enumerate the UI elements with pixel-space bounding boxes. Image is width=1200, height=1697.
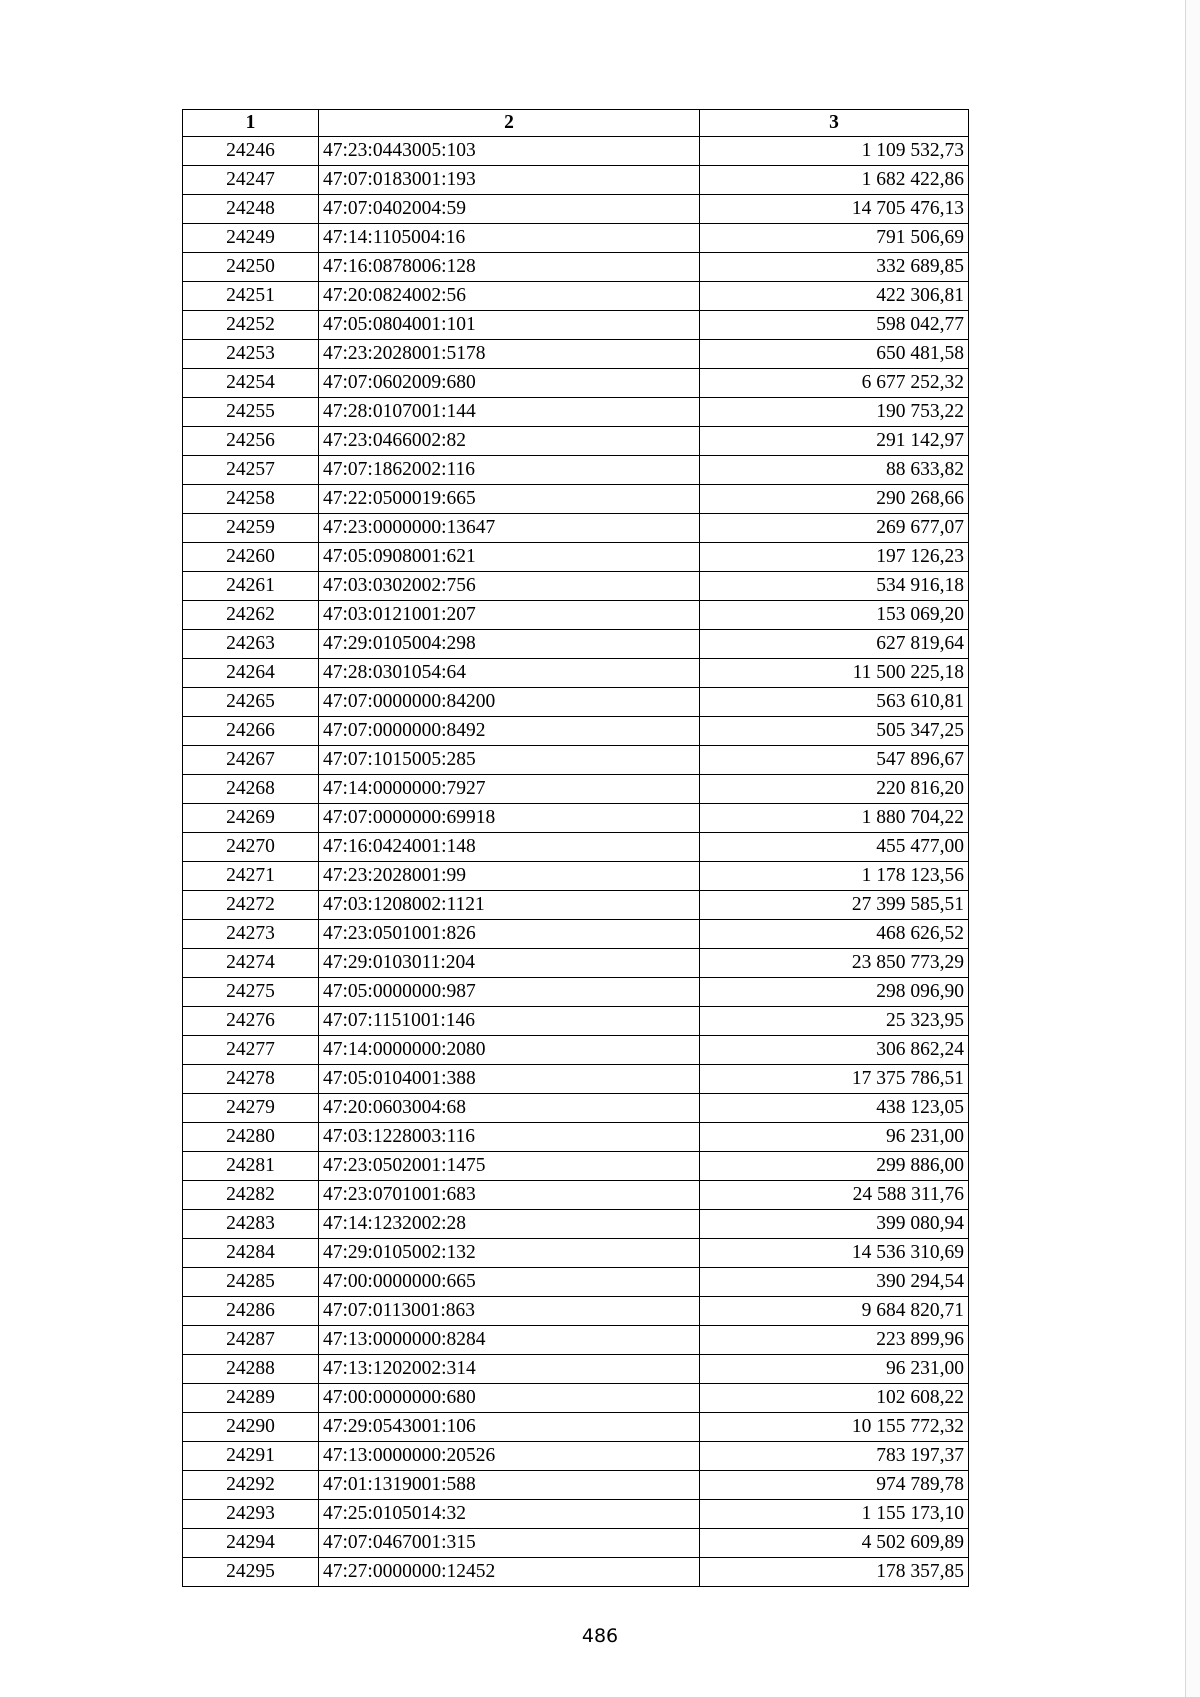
table-row [183,137,969,166]
cell-row-number: 24290 [183,1413,319,1442]
table-row [183,630,969,659]
table-row [183,1442,969,1471]
cell-amount: 1 155 173,10 [700,1500,969,1529]
cell-cadastral-number: 47:29:0103011:204 [319,949,700,978]
cell-cadastral-number: 47:07:0000000:69918 [319,804,700,833]
cell-cadastral-number: 47:29:0543001:106 [319,1413,700,1442]
cell-row-number: 24268 [183,775,319,804]
table-row [183,891,969,920]
cell-amount: 455 477,00 [700,833,969,862]
table-row [183,1471,969,1500]
cell-cadastral-number: 47:13:1202002:314 [319,1355,700,1384]
table-row [183,659,969,688]
cell-row-number: 24294 [183,1529,319,1558]
cell-amount: 534 916,18 [700,572,969,601]
cell-row-number: 24277 [183,1036,319,1065]
table-row [183,253,969,282]
page-number: 486 [581,1625,619,1647]
cell-row-number: 24273 [183,920,319,949]
table-row [183,1355,969,1384]
cell-cadastral-number: 47:20:0603004:68 [319,1094,700,1123]
table-row [183,369,969,398]
header-row [183,110,969,137]
header-col-3: 3 [700,110,969,137]
table-row [183,775,969,804]
cell-row-number: 24279 [183,1094,319,1123]
cell-amount: 563 610,81 [700,688,969,717]
cell-row-number: 24291 [183,1442,319,1471]
cell-row-number: 24287 [183,1326,319,1355]
cell-cadastral-number: 47:07:1015005:285 [319,746,700,775]
table-row [183,1065,969,1094]
cell-amount: 291 142,97 [700,427,969,456]
cell-cadastral-number: 47:29:0105004:298 [319,630,700,659]
cell-cadastral-number: 47:13:0000000:8284 [319,1326,700,1355]
cell-row-number: 24272 [183,891,319,920]
table-row [183,862,969,891]
cell-amount: 505 347,25 [700,717,969,746]
cell-cadastral-number: 47:23:0000000:13647 [319,514,700,543]
cell-row-number: 24263 [183,630,319,659]
cell-amount: 178 357,85 [700,1558,969,1587]
cell-amount: 547 896,67 [700,746,969,775]
table-row [183,1268,969,1297]
cell-cadastral-number: 47:03:1208002:1121 [319,891,700,920]
cell-row-number: 24252 [183,311,319,340]
cell-row-number: 24264 [183,659,319,688]
cell-amount: 14 536 310,69 [700,1239,969,1268]
cell-amount: 627 819,64 [700,630,969,659]
cell-cadastral-number: 47:03:1228003:116 [319,1123,700,1152]
cell-amount: 6 677 252,32 [700,369,969,398]
table-row [183,456,969,485]
cell-row-number: 24278 [183,1065,319,1094]
cell-cadastral-number: 47:29:0105002:132 [319,1239,700,1268]
cell-cadastral-number: 47:13:0000000:20526 [319,1442,700,1471]
cell-row-number: 24254 [183,369,319,398]
cell-amount: 399 080,94 [700,1210,969,1239]
cell-cadastral-number: 47:23:0466002:82 [319,427,700,456]
cell-amount: 390 294,54 [700,1268,969,1297]
cell-amount: 783 197,37 [700,1442,969,1471]
cell-amount: 96 231,00 [700,1123,969,1152]
table-row [183,1384,969,1413]
cell-cadastral-number: 47:00:0000000:680 [319,1384,700,1413]
cell-row-number: 24285 [183,1268,319,1297]
cell-amount: 1 682 422,86 [700,166,969,195]
table-row [183,398,969,427]
table-row [183,1297,969,1326]
table-row [183,282,969,311]
cell-amount: 438 123,05 [700,1094,969,1123]
cell-amount: 306 862,24 [700,1036,969,1065]
cell-amount: 650 481,58 [700,340,969,369]
cell-row-number: 24288 [183,1355,319,1384]
cell-cadastral-number: 47:23:0502001:1475 [319,1152,700,1181]
table-row [183,195,969,224]
cell-amount: 153 069,20 [700,601,969,630]
cell-amount: 974 789,78 [700,1471,969,1500]
cell-row-number: 24281 [183,1152,319,1181]
table-row [183,340,969,369]
cell-row-number: 24261 [183,572,319,601]
table-row [183,1326,969,1355]
data-table [182,109,969,1587]
cell-amount: 9 684 820,71 [700,1297,969,1326]
cell-row-number: 24295 [183,1558,319,1587]
header-col-1: 1 [183,110,319,137]
cell-amount: 27 399 585,51 [700,891,969,920]
cell-cadastral-number: 47:05:0000000:987 [319,978,700,1007]
cell-cadastral-number: 47:05:0104001:388 [319,1065,700,1094]
table-row [183,601,969,630]
cell-cadastral-number: 47:05:0804001:101 [319,311,700,340]
cell-row-number: 24262 [183,601,319,630]
table-row [183,746,969,775]
cell-cadastral-number: 47:28:0301054:64 [319,659,700,688]
cell-cadastral-number: 47:03:0302002:756 [319,572,700,601]
cell-amount: 4 502 609,89 [700,1529,969,1558]
table-row [183,427,969,456]
cell-amount: 102 608,22 [700,1384,969,1413]
cell-amount: 332 689,85 [700,253,969,282]
cell-row-number: 24274 [183,949,319,978]
cell-row-number: 24266 [183,717,319,746]
table-row [183,1152,969,1181]
cell-cadastral-number: 47:07:0467001:315 [319,1529,700,1558]
table-row [183,804,969,833]
table-row [183,1007,969,1036]
cell-row-number: 24255 [183,398,319,427]
cell-amount: 299 886,00 [700,1152,969,1181]
cell-row-number: 24257 [183,456,319,485]
cell-amount: 96 231,00 [700,1355,969,1384]
cell-cadastral-number: 47:23:0501001:826 [319,920,700,949]
table-row [183,1210,969,1239]
cell-cadastral-number: 47:23:2028001:5178 [319,340,700,369]
table-row [183,1123,969,1152]
page-edge [1185,0,1200,1697]
cell-row-number: 24256 [183,427,319,456]
cell-row-number: 24249 [183,224,319,253]
cell-row-number: 24250 [183,253,319,282]
cell-cadastral-number: 47:16:0878006:128 [319,253,700,282]
cell-row-number: 24275 [183,978,319,1007]
cell-amount: 23 850 773,29 [700,949,969,978]
cell-amount: 88 633,82 [700,456,969,485]
table-row [183,688,969,717]
cell-cadastral-number: 47:14:0000000:2080 [319,1036,700,1065]
cell-cadastral-number: 47:00:0000000:665 [319,1268,700,1297]
cell-cadastral-number: 47:05:0908001:621 [319,543,700,572]
cell-cadastral-number: 47:23:0443005:103 [319,137,700,166]
cell-amount: 791 506,69 [700,224,969,253]
cell-row-number: 24280 [183,1123,319,1152]
table-row [183,1413,969,1442]
cell-amount: 14 705 476,13 [700,195,969,224]
table-row [183,514,969,543]
cell-amount: 17 375 786,51 [700,1065,969,1094]
cell-row-number: 24284 [183,1239,319,1268]
cell-row-number: 24246 [183,137,319,166]
table-row [183,833,969,862]
header-col-2: 2 [319,110,700,137]
cell-cadastral-number: 47:03:0121001:207 [319,601,700,630]
cell-row-number: 24270 [183,833,319,862]
cell-row-number: 24260 [183,543,319,572]
table-row [183,949,969,978]
table-row [183,1558,969,1587]
table-row [183,166,969,195]
cell-cadastral-number: 47:07:0000000:84200 [319,688,700,717]
table-row [183,978,969,1007]
cell-cadastral-number: 47:14:1105004:16 [319,224,700,253]
cell-amount: 598 042,77 [700,311,969,340]
table-row [183,1500,969,1529]
cell-amount: 223 899,96 [700,1326,969,1355]
cell-amount: 220 816,20 [700,775,969,804]
cell-cadastral-number: 47:16:0424001:148 [319,833,700,862]
table-row [183,1181,969,1210]
cell-cadastral-number: 47:07:0000000:8492 [319,717,700,746]
cell-cadastral-number: 47:25:0105014:32 [319,1500,700,1529]
table-body [183,137,969,1587]
cell-amount: 25 323,95 [700,1007,969,1036]
cell-row-number: 24292 [183,1471,319,1500]
cell-row-number: 24247 [183,166,319,195]
table-row [183,572,969,601]
cell-row-number: 24283 [183,1210,319,1239]
cell-cadastral-number: 47:07:1862002:116 [319,456,700,485]
table-row [183,1094,969,1123]
cell-cadastral-number: 47:23:0701001:683 [319,1181,700,1210]
cell-amount: 24 588 311,76 [700,1181,969,1210]
cell-cadastral-number: 47:28:0107001:144 [319,398,700,427]
table-row [183,1239,969,1268]
cell-amount: 197 126,23 [700,543,969,572]
cell-cadastral-number: 47:22:0500019:665 [319,485,700,514]
cell-row-number: 24269 [183,804,319,833]
cell-cadastral-number: 47:14:1232002:28 [319,1210,700,1239]
cell-row-number: 24282 [183,1181,319,1210]
cell-amount: 190 753,22 [700,398,969,427]
table-row [183,920,969,949]
cell-amount: 298 096,90 [700,978,969,1007]
cell-row-number: 24258 [183,485,319,514]
table-row [183,1529,969,1558]
cell-amount: 290 268,66 [700,485,969,514]
table-row [183,717,969,746]
cell-amount: 10 155 772,32 [700,1413,969,1442]
cell-cadastral-number: 47:07:0183001:193 [319,166,700,195]
cell-cadastral-number: 47:07:0113001:863 [319,1297,700,1326]
table-row [183,543,969,572]
cell-row-number: 24267 [183,746,319,775]
cell-amount: 468 626,52 [700,920,969,949]
table-header [183,110,969,137]
cell-row-number: 24276 [183,1007,319,1036]
cell-row-number: 24248 [183,195,319,224]
table-row [183,224,969,253]
cell-row-number: 24293 [183,1500,319,1529]
cell-row-number: 24265 [183,688,319,717]
cell-cadastral-number: 47:07:0402004:59 [319,195,700,224]
cell-cadastral-number: 47:23:2028001:99 [319,862,700,891]
table-row [183,485,969,514]
cell-amount: 1 880 704,22 [700,804,969,833]
cell-row-number: 24271 [183,862,319,891]
cell-amount: 11 500 225,18 [700,659,969,688]
cell-amount: 422 306,81 [700,282,969,311]
cell-cadastral-number: 47:14:0000000:7927 [319,775,700,804]
cell-amount: 1 178 123,56 [700,862,969,891]
cell-cadastral-number: 47:01:1319001:588 [319,1471,700,1500]
cell-row-number: 24251 [183,282,319,311]
cell-amount: 269 677,07 [700,514,969,543]
cell-row-number: 24286 [183,1297,319,1326]
cell-row-number: 24289 [183,1384,319,1413]
table-row [183,1036,969,1065]
cell-cadastral-number: 47:20:0824002:56 [319,282,700,311]
table-row [183,311,969,340]
cell-cadastral-number: 47:27:0000000:12452 [319,1558,700,1587]
cell-cadastral-number: 47:07:1151001:146 [319,1007,700,1036]
cell-amount: 1 109 532,73 [700,137,969,166]
cell-cadastral-number: 47:07:0602009:680 [319,369,700,398]
cell-row-number: 24259 [183,514,319,543]
cell-row-number: 24253 [183,340,319,369]
